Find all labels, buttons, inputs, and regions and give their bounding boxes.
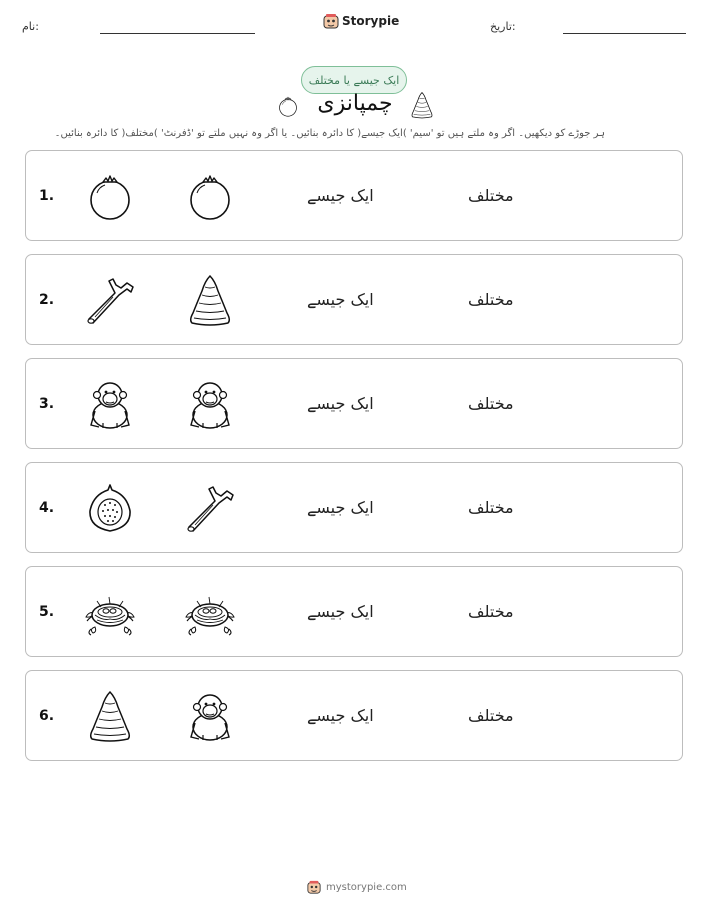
question-number: 5. (39, 603, 55, 620)
chimpanzee-icon (83, 377, 137, 431)
pomegranate-icon (183, 169, 237, 223)
branch-icon (183, 481, 237, 535)
pomegranate-icon (83, 169, 137, 223)
question-row (25, 358, 683, 449)
instructions: ہر جوڑے کو دیکھیں۔ اگر وہ ملتے ہیں تو 'سیم' )ایک جیسے( کا دائرہ بنائیں۔ یا اگر وہ نہیں ملتے تو 'ڈفرنٹ' )مختلف( کا دائرہ بنائیں۔ (54, 128, 605, 139)
chimpanzee-icon (183, 689, 237, 743)
date-line[interactable] (563, 33, 686, 34)
footer-url[interactable]: mystorypie.com (326, 881, 407, 893)
question-number: 4. (39, 499, 55, 516)
different-option[interactable]: مختلف (468, 186, 514, 205)
different-option[interactable]: مختلف (468, 498, 514, 517)
different-option[interactable]: مختلف (468, 706, 514, 725)
chimpanzee-icon (183, 377, 237, 431)
different-option[interactable]: مختلف (468, 602, 514, 621)
same-option[interactable]: ایک جیسے (307, 498, 374, 517)
question-row (25, 670, 683, 761)
nest-icon (83, 585, 137, 639)
termite-mound-icon (83, 689, 137, 743)
same-option[interactable]: ایک جیسے (307, 602, 374, 621)
fig-icon (83, 481, 137, 535)
same-option[interactable]: ایک جیسے (307, 290, 374, 309)
nest-icon (183, 585, 237, 639)
mascot-icon (323, 13, 339, 29)
worksheet-type-badge: ایک جیسے یا مختلف (301, 66, 407, 94)
question-row (25, 254, 683, 345)
mascot-icon (307, 880, 321, 894)
same-option[interactable]: ایک جیسے (307, 394, 374, 413)
question-number: 2. (39, 291, 55, 308)
footer (307, 880, 407, 894)
page-title: چمپانزی (317, 91, 393, 116)
branch-icon (83, 273, 137, 327)
name-label: نام: (22, 20, 39, 33)
question-number: 3. (39, 395, 55, 412)
question-number: 1. (39, 187, 55, 204)
question-row (25, 566, 683, 657)
pomegranate-icon (276, 94, 300, 118)
question-row (25, 462, 683, 553)
termite-mound-icon (408, 89, 436, 121)
name-line[interactable] (100, 33, 255, 34)
date-label: تاریخ: (490, 20, 516, 33)
question-row (25, 150, 683, 241)
same-option[interactable]: ایک جیسے (307, 706, 374, 725)
same-option[interactable]: ایک جیسے (307, 186, 374, 205)
question-number: 6. (39, 707, 55, 724)
brand-name: Storypie (342, 14, 400, 28)
termite-mound-icon (183, 273, 237, 327)
different-option[interactable]: مختلف (468, 394, 514, 413)
brand-logo (323, 13, 399, 29)
different-option[interactable]: مختلف (468, 290, 514, 309)
